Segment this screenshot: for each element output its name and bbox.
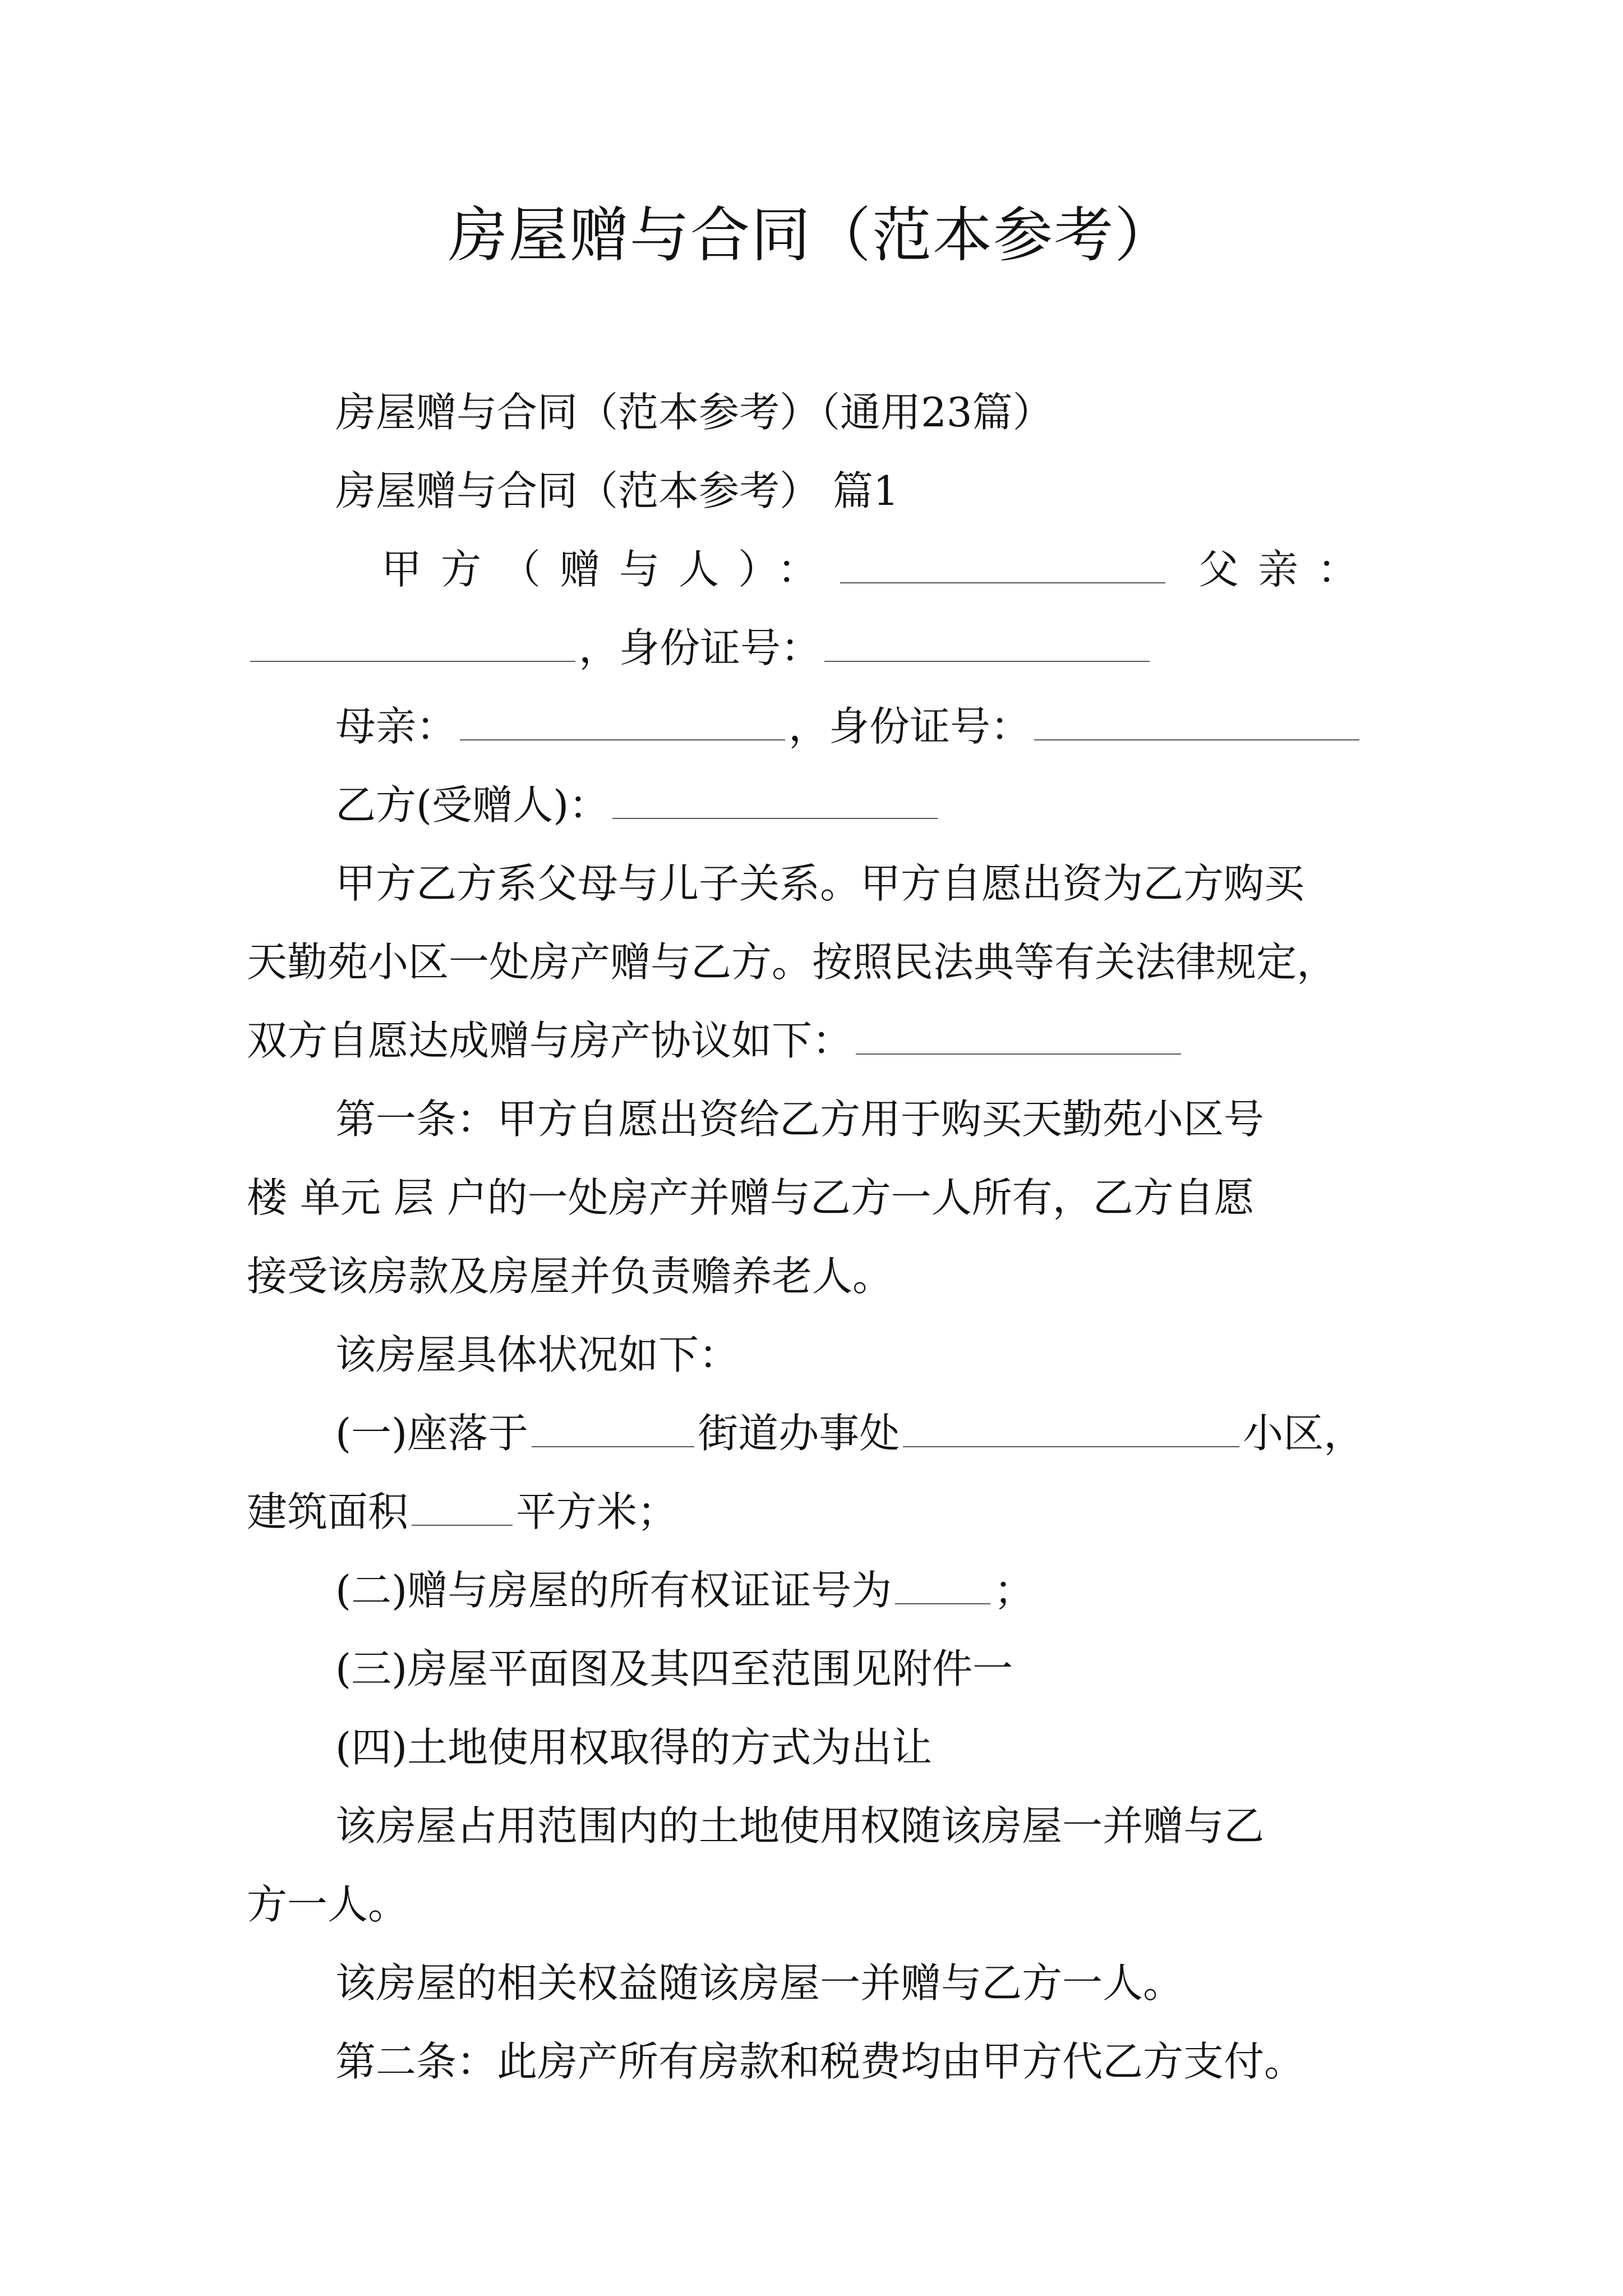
item-1-community-blank [903, 1410, 1239, 1447]
party-a-blank [840, 546, 1165, 583]
item-1-line-1 [335, 1408, 1364, 1458]
item-1-street-blank [532, 1410, 694, 1447]
article-1-line-2: 楼 单元 层 户的一处房产并赠与乙方一人所有，乙方自愿 [247, 1174, 1255, 1221]
intro-paragraph-line-1: 甲方乙方系父母与儿子关系。甲方自愿出资为乙方购买 [335, 860, 1305, 907]
item-2-line [335, 1565, 1034, 1616]
land-paragraph-line-2: 方一人。 [247, 1881, 409, 1928]
father-name-blank [250, 625, 575, 662]
mother-name-blank [460, 703, 785, 740]
item-1-area-unit: 平方米； [516, 1488, 678, 1535]
intro-text: 双方自愿达成赠与房产协议如下： [247, 1017, 853, 1064]
status-heading: 该房屋具体状况如下： [335, 1331, 740, 1378]
mother-id-blank [1034, 703, 1359, 740]
party-b-line [335, 780, 941, 830]
item-2-end: ； [994, 1567, 1035, 1614]
father-id-blank [824, 625, 1150, 662]
article-2-line: 第二条：此房产所有房款和税费均由甲方代乙方支付。 [335, 2038, 1305, 2085]
party-b-blank [612, 782, 938, 819]
party-a-line [381, 544, 1377, 595]
item-1-area-blank [412, 1489, 513, 1526]
party-a-label: 甲方（赠与人）： [381, 546, 837, 593]
mother-id-label: ，身份证号： [789, 703, 1031, 750]
item-2-label: (二)赠与房屋的所有权证证号为 [335, 1567, 892, 1614]
party-b-label: 乙方(受赠人)： [335, 781, 610, 829]
rights-paragraph: 该房屋的相关权益随该房屋一并赠与乙方一人。 [335, 1959, 1184, 2007]
section-heading: 房屋赠与合同（范本参考） 篇1 [335, 467, 899, 514]
subtitle-line: 房屋赠与合同（范本参考）（通用23篇） [335, 389, 1053, 436]
item-2-cert-blank [895, 1567, 990, 1604]
document-title: 房屋赠与合同（范本参考） [448, 201, 1175, 270]
mother-label: 母亲： [335, 703, 457, 750]
item-1-community-label: 小区， [1243, 1410, 1364, 1457]
intro-blank [856, 1018, 1181, 1055]
item-3-line: (三)房屋平面图及其四至范围见附件一 [335, 1645, 1013, 1692]
item-1-location-label: (一)座落于 [335, 1410, 529, 1457]
article-1-line-1: 第一条：甲方自愿出资给乙方用于购买天勤苑小区号 [335, 1096, 1265, 1143]
item-1-line-2 [247, 1487, 677, 1537]
father-id-line [247, 623, 1153, 673]
mother-line [335, 701, 1363, 752]
item-1-area-label: 建筑面积 [247, 1488, 409, 1535]
intro-paragraph-line-2: 天勤苑小区一处房产赠与乙方。按照民法典等有关法律规定， [247, 938, 1338, 986]
item-4-line: (四)土地使用权取得的方式为出让 [335, 1724, 933, 1771]
land-paragraph-line-1: 该房屋占用范围内的土地使用权随该房屋一并赠与乙 [335, 1802, 1265, 1849]
article-1-line-3: 接受该房款及房屋并负责赡养老人。 [247, 1253, 893, 1300]
father-label: 父亲： [1198, 546, 1377, 593]
father-id-label: ，身份证号： [579, 624, 822, 671]
item-1-office-label: 街道办事处 [698, 1410, 900, 1457]
intro-paragraph-line-3 [247, 1015, 1184, 1066]
